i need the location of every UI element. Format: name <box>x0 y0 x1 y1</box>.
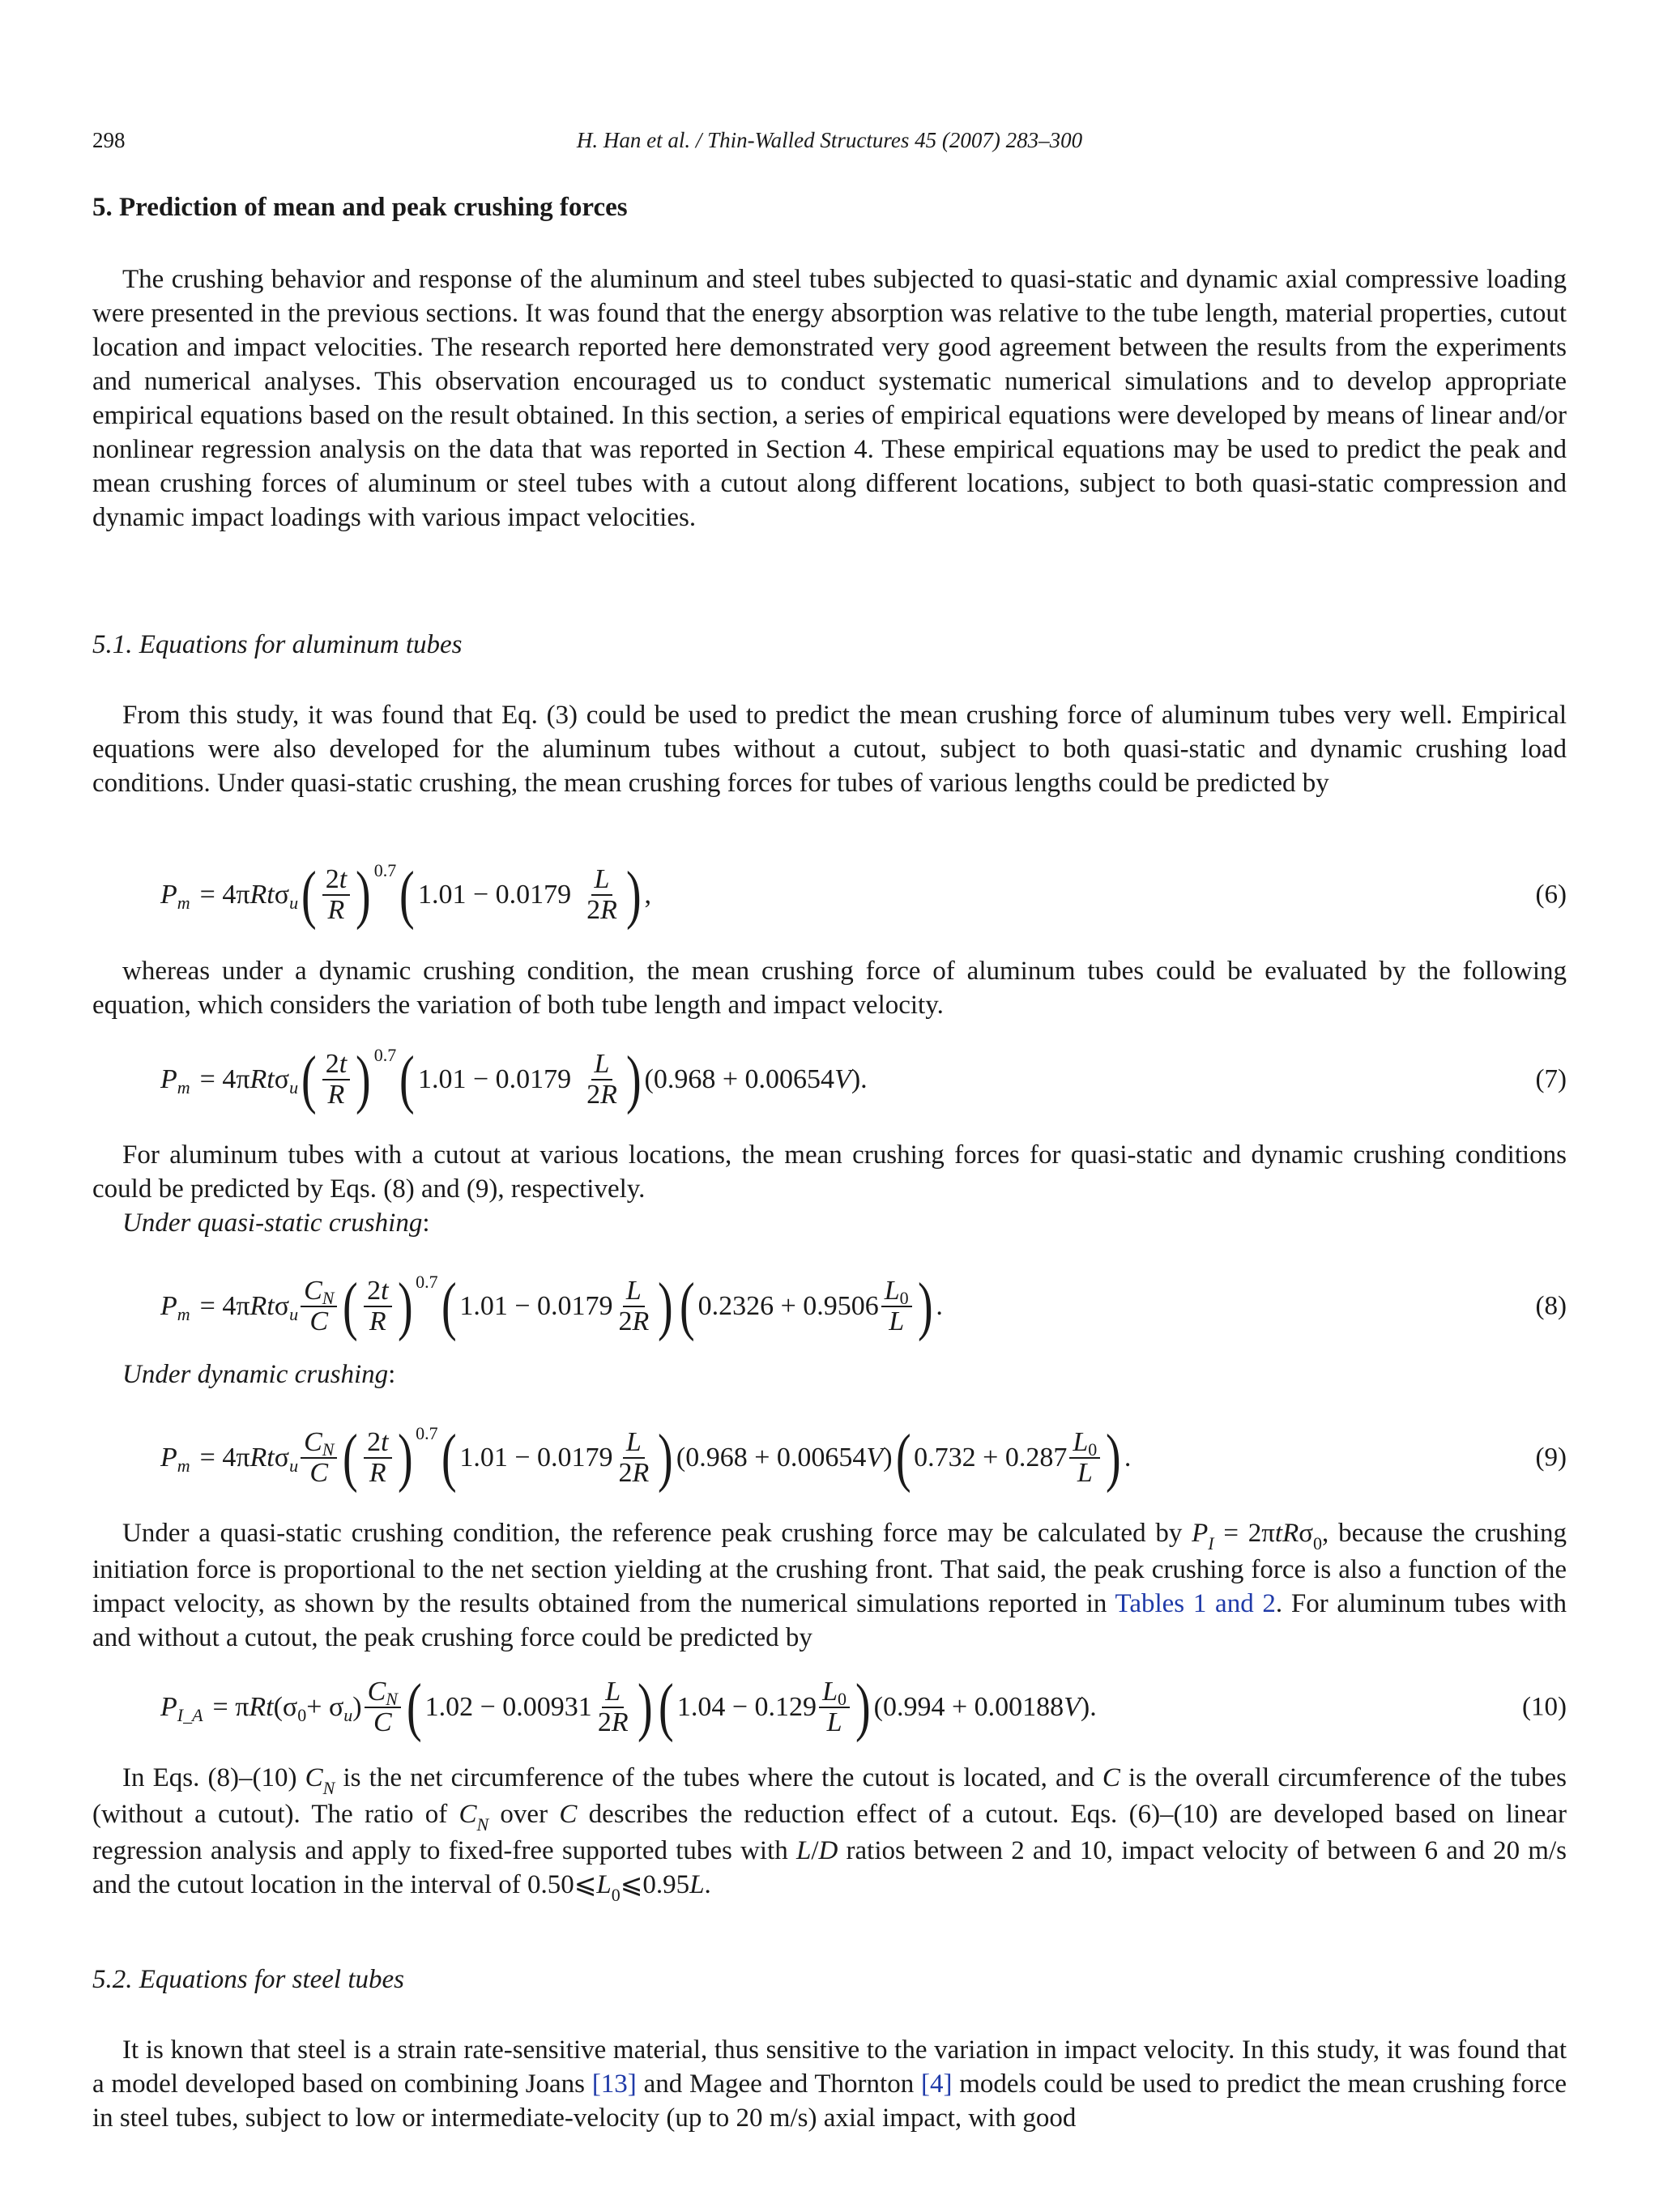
equation-7: P m = 4π Rt σ u ( $\frac{2t}{R}$ ) 0.7 ( 1.01 − 0.0179 $\frac{L}{2R}$ ) (0.968 + 0.00654 V ). (7) <box>160 1044 1567 1115</box>
s52-text-a: It is known that steel is a strain rate-sensitive material, thus sensitive to the variation in impact velocity. In this study, it was found that a model developed based on combining Joans <box>92 2035 1567 2099</box>
para5-text-g: . <box>704 1870 711 1899</box>
section-5-paragraph: The crushing behavior and response of the aluminum and steel tubes subjected to quasi-static and dynamic axial compressive loading were presented in the previous sections. It was found that the energy absorption was relative to the tube length, material properties, cutout location and impact velocities. The research reported here demonstrated very good agreement between the results from the experiments and numerical analyses. This observation encouraged us to conduct systematic numerical simulations and to develop appropriate empirical equations based on the result obtained. In this section, a series of empirical equations were developed by means of linear and/or nonlinear regression analysis on the data that was reported in Section 4. These empirical equations may be used to predict the peak and mean crushing forces of aluminum or steel tubes with a cutout along different locations, subject to both quasi-static compression and dynamic impact loadings with various impact velocities. <box>92 265 1567 532</box>
page-number: 298 <box>92 128 126 152</box>
para5-text-d: over <box>488 1800 560 1829</box>
equation-8: P m = 4π Rt σ u $\frac{CN}{C}$ ( $\frac{2t}{R}$ ) 0.7 ( 1.01 − 0.0179 $\frac{L}{2R}$ ) ( 0.2326 + 0.9506 $\frac{L0}{L}$ ) . (8) <box>160 1270 1567 1342</box>
label-quasi-static: Under quasi-static crushing <box>122 1208 423 1238</box>
tables-1-2-link[interactable]: Tables 1 and 2 <box>1115 1589 1276 1618</box>
para4-text-b: , because the crushing initiation force is proportional to the net section yielding at the crushing front. That said, the peak crushing force is also a function of the impact velocity, as shown by the results obtained from the numerical simulations reported in <box>92 1519 1567 1618</box>
para4-text-a: Under a quasi-static crushing condition, the reference peak crushing force may be calculated by <box>122 1519 1192 1548</box>
section-5-1-paragraph-3: For aluminum tubes with a cutout at various locations, the mean crushing forces for quasi-static and dynamic crushing conditions could be predicted by Eqs. (8) and (9), respectively. <box>92 1140 1567 1204</box>
running-head <box>92 128 1567 160</box>
para5-text-a: In Eqs. (8)–(10) <box>122 1763 305 1792</box>
label-dynamic-wrapper: Under dynamic crushing: <box>122 1360 396 1389</box>
equation-number-10: (10) <box>1522 1692 1567 1721</box>
para5-text-b: is the net circumference of the tubes where the cutout is located, and <box>335 1763 1102 1792</box>
section-5-1-paragraph-1: From this study, it was found that Eq. (3) could be used to predict the mean crushing force of aluminum tubes very well. Empirical equations were also developed for the aluminum tubes without a cutout, subject to both quasi-static and dynamic crushing load conditions. Under quasi-static crushing, the mean crushing forces for tubes of various lengths could be predicted by <box>92 701 1567 798</box>
para5-text-c: is the overall circumference of the tubes (without a cutout). The ratio of <box>92 1763 1567 1829</box>
para5-text-f: ratios between 2 and 10, impact velocity of between 6 and 20 m/s and the cutout location in the interval of <box>92 1836 1567 1899</box>
journal-citation: H. Han et al. / Thin-Walled Structures 45 (2007) 283–300 <box>576 128 1083 152</box>
section-5-2-paragraph-1 <box>92 2033 1567 2135</box>
equation-number-6: (6) <box>1535 880 1567 910</box>
section-5-title: 5. Prediction of mean and peak crushing forces <box>92 193 628 222</box>
section-5-1-paragraph-5: In Eqs. (8)–(10) $C_N$ is the net circumference of the tubes where the cutout is located, and C is the overall circumference of the tubes (without a cutout). The ratio of $C_N$ over C describes the reduction effect of a cutout. Eqs. (6)–(10) are developed based on linear regression analysis and apply to fixed-free supported tubes with L/D ratios between 2 and 10, impact velocity of between 6 and 20 m/s and the cutout location in the interval of $0.50⩽L_0⩽0.95L$. <box>92 1763 1567 1905</box>
para5-text-e: describes the reduction effect of a cutout. Eqs. (6)–(10) are developed based on linear regression analysis and apply to fixed-free supported tubes with <box>92 1800 1567 1865</box>
equation-10: P I_A = π Rt (σ 0 + σ u ) $\frac{CN}{C}$ ( 1.02 − 0.00931 $\frac{L}{2R}$ ) ( 1.04 − 0.129 $\frac{L0}{L}$ ) (0.994 + 0.00188 V ). (10) <box>160 1671 1567 1743</box>
equation-6: P m = 4π Rt σ u ( $\frac{2t}{R}$ ) 0.7 ( 1.01 − 0.0179 $\frac{L}{2R}$ ) , (6) <box>160 859 1567 931</box>
label-dynamic: Under dynamic crushing <box>122 1360 389 1389</box>
section-5-1-paragraph-4: Under a quasi-static crushing condition, the reference peak crushing force may be calculated by $P_I = 2\pi tR\sigma_0$, because the crushing initiation force is proportional to the net section yielding at the crushing front. That said, the peak crushing force is also a function of the impact velocity, as shown by the results obtained from the numerical simulations reported in Tables 1 and 2. For aluminum tubes with and without a cutout, the peak crushing force could be predicted by <box>92 1519 1567 1652</box>
section-5-1-paragraph-2: whereas under a dynamic crushing condition, the mean crushing force of aluminum tubes could be evaluated by the following equation, which considers the variation of both tube length and impact velocity. <box>92 957 1567 1020</box>
ref-4-link[interactable]: [4] <box>920 2069 953 2099</box>
label-quasi-static-wrapper: Under quasi-static crushing: <box>122 1208 430 1238</box>
s52-text-c: models could be used to predict the mean crushing force in steel tubes, subject to low or intermediate-velocity (up to 20 m/s) axial impact, with good <box>92 2069 1567 2133</box>
equation-number-8: (8) <box>1535 1291 1567 1320</box>
equation-number-7: (7) <box>1535 1064 1567 1094</box>
equation-number-9: (9) <box>1535 1443 1567 1472</box>
ref-13-link[interactable]: [13] <box>591 2069 637 2099</box>
section-5-2-title: 5.2. Equations for steel tubes <box>92 1965 404 1994</box>
para4-text-c: . For aluminum tubes with and without a cutout, the peak crushing force could be predicted by <box>92 1589 1567 1652</box>
s52-text-b: and Magee and Thornton <box>636 2069 921 2099</box>
equation-9: P m = 4π Rt σ u $\frac{CN}{C}$ ( $\frac{2t}{R}$ ) 0.7 ( 1.01 − 0.0179 $\frac{L}{2R}$ ) (0.968 + 0.00654 V ) ( 0.732 + 0.287 $\frac{L0}{L}$ ) . (9) <box>160 1421 1567 1494</box>
section-5-1-title: 5.1. Equations for aluminum tubes <box>92 630 463 659</box>
